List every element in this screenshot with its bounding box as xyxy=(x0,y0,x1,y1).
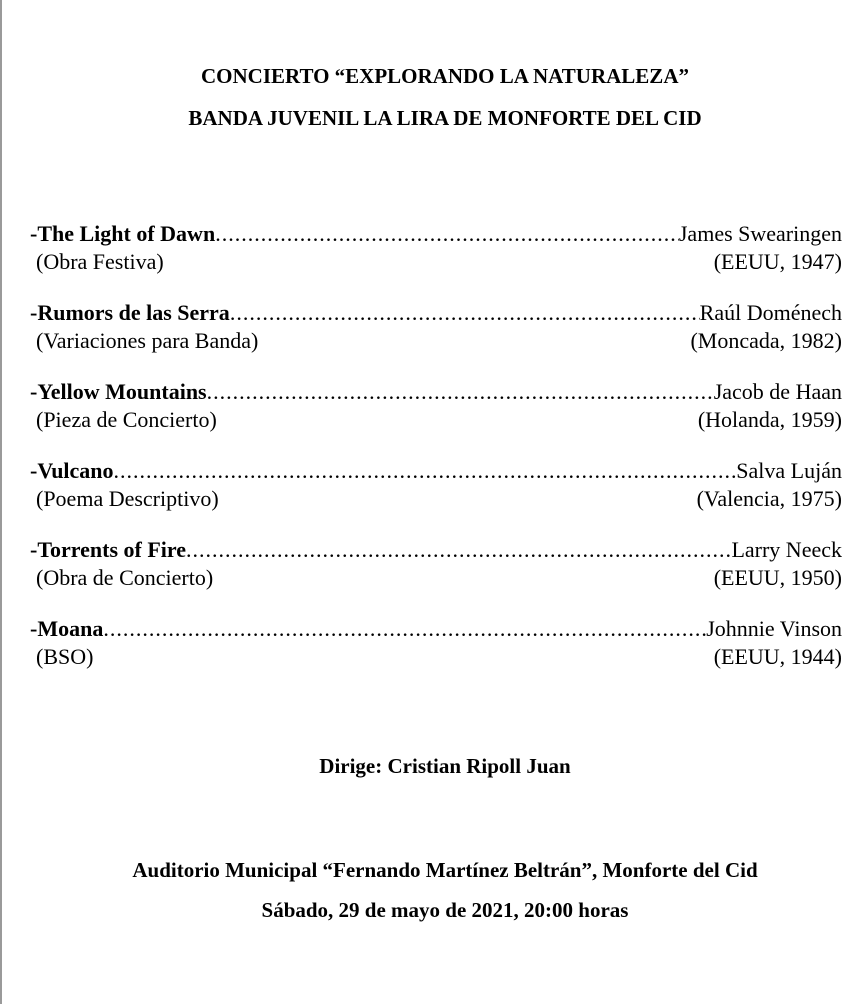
entry-details xyxy=(30,328,842,356)
composer-origin: (EEUU, 1944) xyxy=(713,644,842,669)
piece-genre: (Obra Festiva) xyxy=(36,249,164,274)
piece-title: -Vulcano xyxy=(30,458,114,483)
piece-title: -Yellow Mountains xyxy=(30,379,207,404)
band-name: BANDA JUVENIL LA LIRA DE MONFORTE DEL CID xyxy=(188,106,702,130)
dot-leader xyxy=(230,300,700,326)
piece-title: -Torrents of Fire xyxy=(30,537,187,562)
composer: Jacob de Haan xyxy=(713,379,842,404)
dot-leader xyxy=(215,221,679,247)
composer-origin: (EEUU, 1950) xyxy=(713,565,842,590)
composer-origin: (EEUU, 1947) xyxy=(713,249,842,274)
concert-title: CONCIERTO “EXPLORANDO LA NATURALEZA” xyxy=(201,64,689,88)
page-edge xyxy=(0,0,2,1004)
program-entry xyxy=(30,379,842,435)
program-entry xyxy=(30,458,842,514)
program-entry xyxy=(30,300,842,356)
program-entry xyxy=(30,537,842,593)
composer-origin: (Valencia, 1975) xyxy=(696,486,842,511)
dot-leader xyxy=(103,616,706,642)
dot-leader xyxy=(186,537,731,563)
composer-origin: (Holanda, 1959) xyxy=(697,407,842,432)
composer: Johnnie Vinson xyxy=(706,616,842,641)
piece-genre: (Obra de Concierto) xyxy=(36,565,214,590)
piece-genre: (Poema Descriptivo) xyxy=(36,486,219,511)
entry-line xyxy=(30,300,842,328)
piece-title: -Moana xyxy=(30,616,104,641)
piece-title: -Rumors de las Serra xyxy=(30,300,230,325)
entry-details xyxy=(30,644,842,672)
entry-details xyxy=(30,486,842,514)
composer: James Swearingen xyxy=(678,221,842,246)
dot-leader xyxy=(114,458,737,484)
composer-origin: (Moncada, 1982) xyxy=(690,328,842,353)
conductor: Dirige: Cristian Ripoll Juan xyxy=(319,754,571,778)
entry-line xyxy=(30,379,842,407)
entry-details xyxy=(30,565,842,593)
entry-line xyxy=(30,537,842,565)
entry-line xyxy=(30,616,842,644)
composer: Raúl Doménech xyxy=(699,300,842,325)
venue: Auditorio Municipal “Fernando Martínez Beltrán”, Monforte del Cid xyxy=(132,858,758,882)
program-entry xyxy=(30,616,842,672)
composer: Salva Luján xyxy=(736,458,842,483)
piece-title: -The Light of Dawn xyxy=(30,221,216,246)
entry-details xyxy=(30,407,842,435)
piece-genre: (Variaciones para Banda) xyxy=(36,328,259,353)
entry-line xyxy=(30,458,842,486)
entry-details xyxy=(30,249,842,277)
program-entry xyxy=(30,221,842,277)
dot-leader xyxy=(207,379,714,405)
composer: Larry Neeck xyxy=(731,537,842,562)
piece-genre: (BSO) xyxy=(36,644,94,669)
entry-line xyxy=(30,221,842,249)
date-time: Sábado, 29 de mayo de 2021, 20:00 horas xyxy=(261,898,629,922)
piece-genre: (Pieza de Concierto) xyxy=(36,407,217,432)
